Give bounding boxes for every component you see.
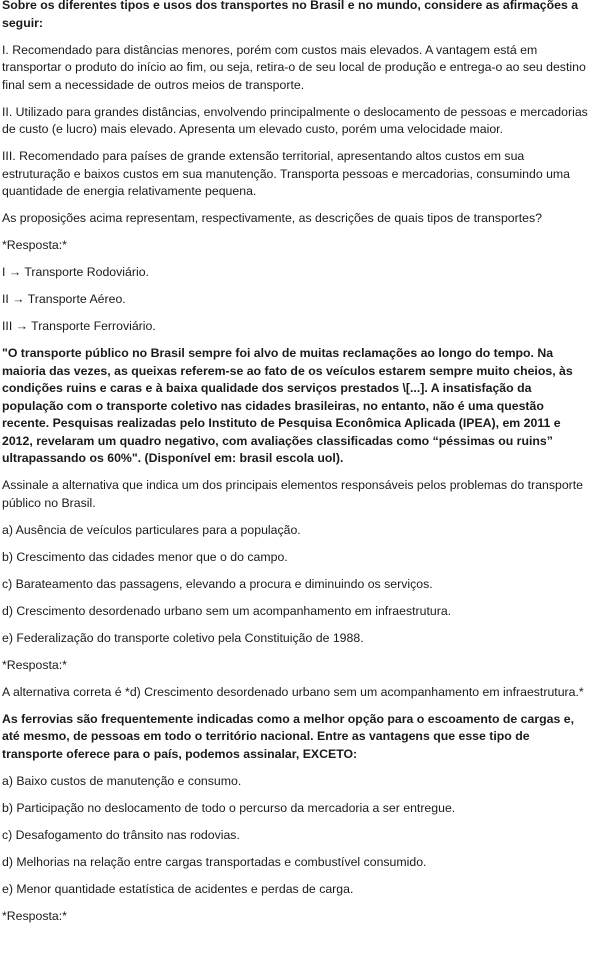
q1-answer-2: II → Transporte Aéreo. (2, 292, 126, 306)
q1-question: As proposições acima representam, respectivamente, as descrições de quais tipos de transportes? (2, 211, 542, 225)
q2-option-e: e) Federalização do transporte coletivo pela Constituição de 1988. (2, 630, 364, 645)
q3-option-a: a) Baixo custos de manutenção e consumo. (2, 773, 242, 788)
q1-answer-label: *Resposta:* (2, 238, 67, 252)
q2-option-a: a) Ausência de veículos particulares para a população. (2, 522, 301, 537)
q1-item-i: I. Recomendado para distâncias menores, porém com custos mais elevados. A vantagem está em transportar o produto do início ao fim, ou seja, retira-o de seu local de produção e entrega-o ao seu destino final sem a necessidade de outros meios de transporte. (2, 42, 586, 92)
q3-option-c: c) Desafogamento do trânsito nas rodovias. (2, 827, 240, 842)
q2-answer: A alternativa correta é *d) Crescimento desordenado urbano sem um acompanhamento em infraestrutura.* (2, 684, 584, 699)
q3-option-b: b) Participação no deslocamento de todo o percurso da mercadoria a ser entregue. (2, 800, 456, 815)
q1-answer-1: I → Transporte Rodoviário. (2, 265, 149, 279)
q2-option-b: b) Crescimento das cidades menor que o do campo. (2, 549, 288, 564)
q2-intro: "O transporte público no Brasil sempre foi alvo de muitas reclamações ao longo do tempo. Na maioria das vezes, as queixas referem-se ao fato de os veículos estarem sempre muito cheios, às condições ruins e caras e à baixa qualidade dos serviços prestados \[...]. A insatisfação da população com o transporte coletivo nas cidades brasileiras, no entanto, não é uma questão recente. Pesquisas realizadas pelo Instituto de Pesquisa Econômica Aplicada (IPEA), em 2011 e 2012, revelaram um quadro negativo, com avaliações classificadas como “péssimas ou ruins” ultrapassando os 60%". (Disponível em: brasil escola uol). (2, 346, 573, 465)
q1-intro: Sobre os diferentes tipos e usos dos transportes no Brasil e no mundo, considere as afirmações a seguir: (2, 0, 579, 30)
q3-option-e: e) Menor quantidade estatística de acidentes e perdas de carga. (2, 881, 354, 896)
q2-option-d: d) Crescimento desordenado urbano sem um acompanhamento em infraestrutura. (2, 603, 452, 618)
q3-option-d: d) Melhorias na relação entre cargas transportadas e combustível consumido. (2, 854, 427, 869)
q2-answer-label: *Resposta:* (2, 657, 67, 672)
q2-question: Assinale a alternativa que indica um dos principais elementos responsáveis pelos problemas do transporte público no Brasil. (2, 478, 584, 510)
q2-option-c: c) Barateamento das passagens, elevando a procura e diminuindo os serviços. (2, 576, 433, 591)
q1-item-ii: II. Utilizado para grandes distâncias, envolvendo principalmente o deslocamento de pessoas e mercadorias de custo (e lucro) mais elevado. Apresenta um elevado custo, porém uma velocidade maior. (2, 104, 588, 136)
q3-intro: As ferrovias são frequentemente indicadas como a melhor opção para o escoamento de cargas e, até mesmo, de pessoas em todo o território nacional. Entre as vantagens que esse tipo de transporte oferece para o país, podemos assinalar, EXCETO: (2, 711, 575, 761)
q1-answer-3: III → Transporte Ferroviário. (2, 319, 156, 333)
q1-item-iii: III. Recomendado para países de grande extensão territorial, apresentando altos custos em sua estruturação e baixos custos em sua manutenção. Transporta pessoas e mercadorias, consumindo uma quantidade de energia relativamente pequena. (2, 149, 571, 198)
q3-answer-label: *Resposta:* (2, 908, 67, 923)
